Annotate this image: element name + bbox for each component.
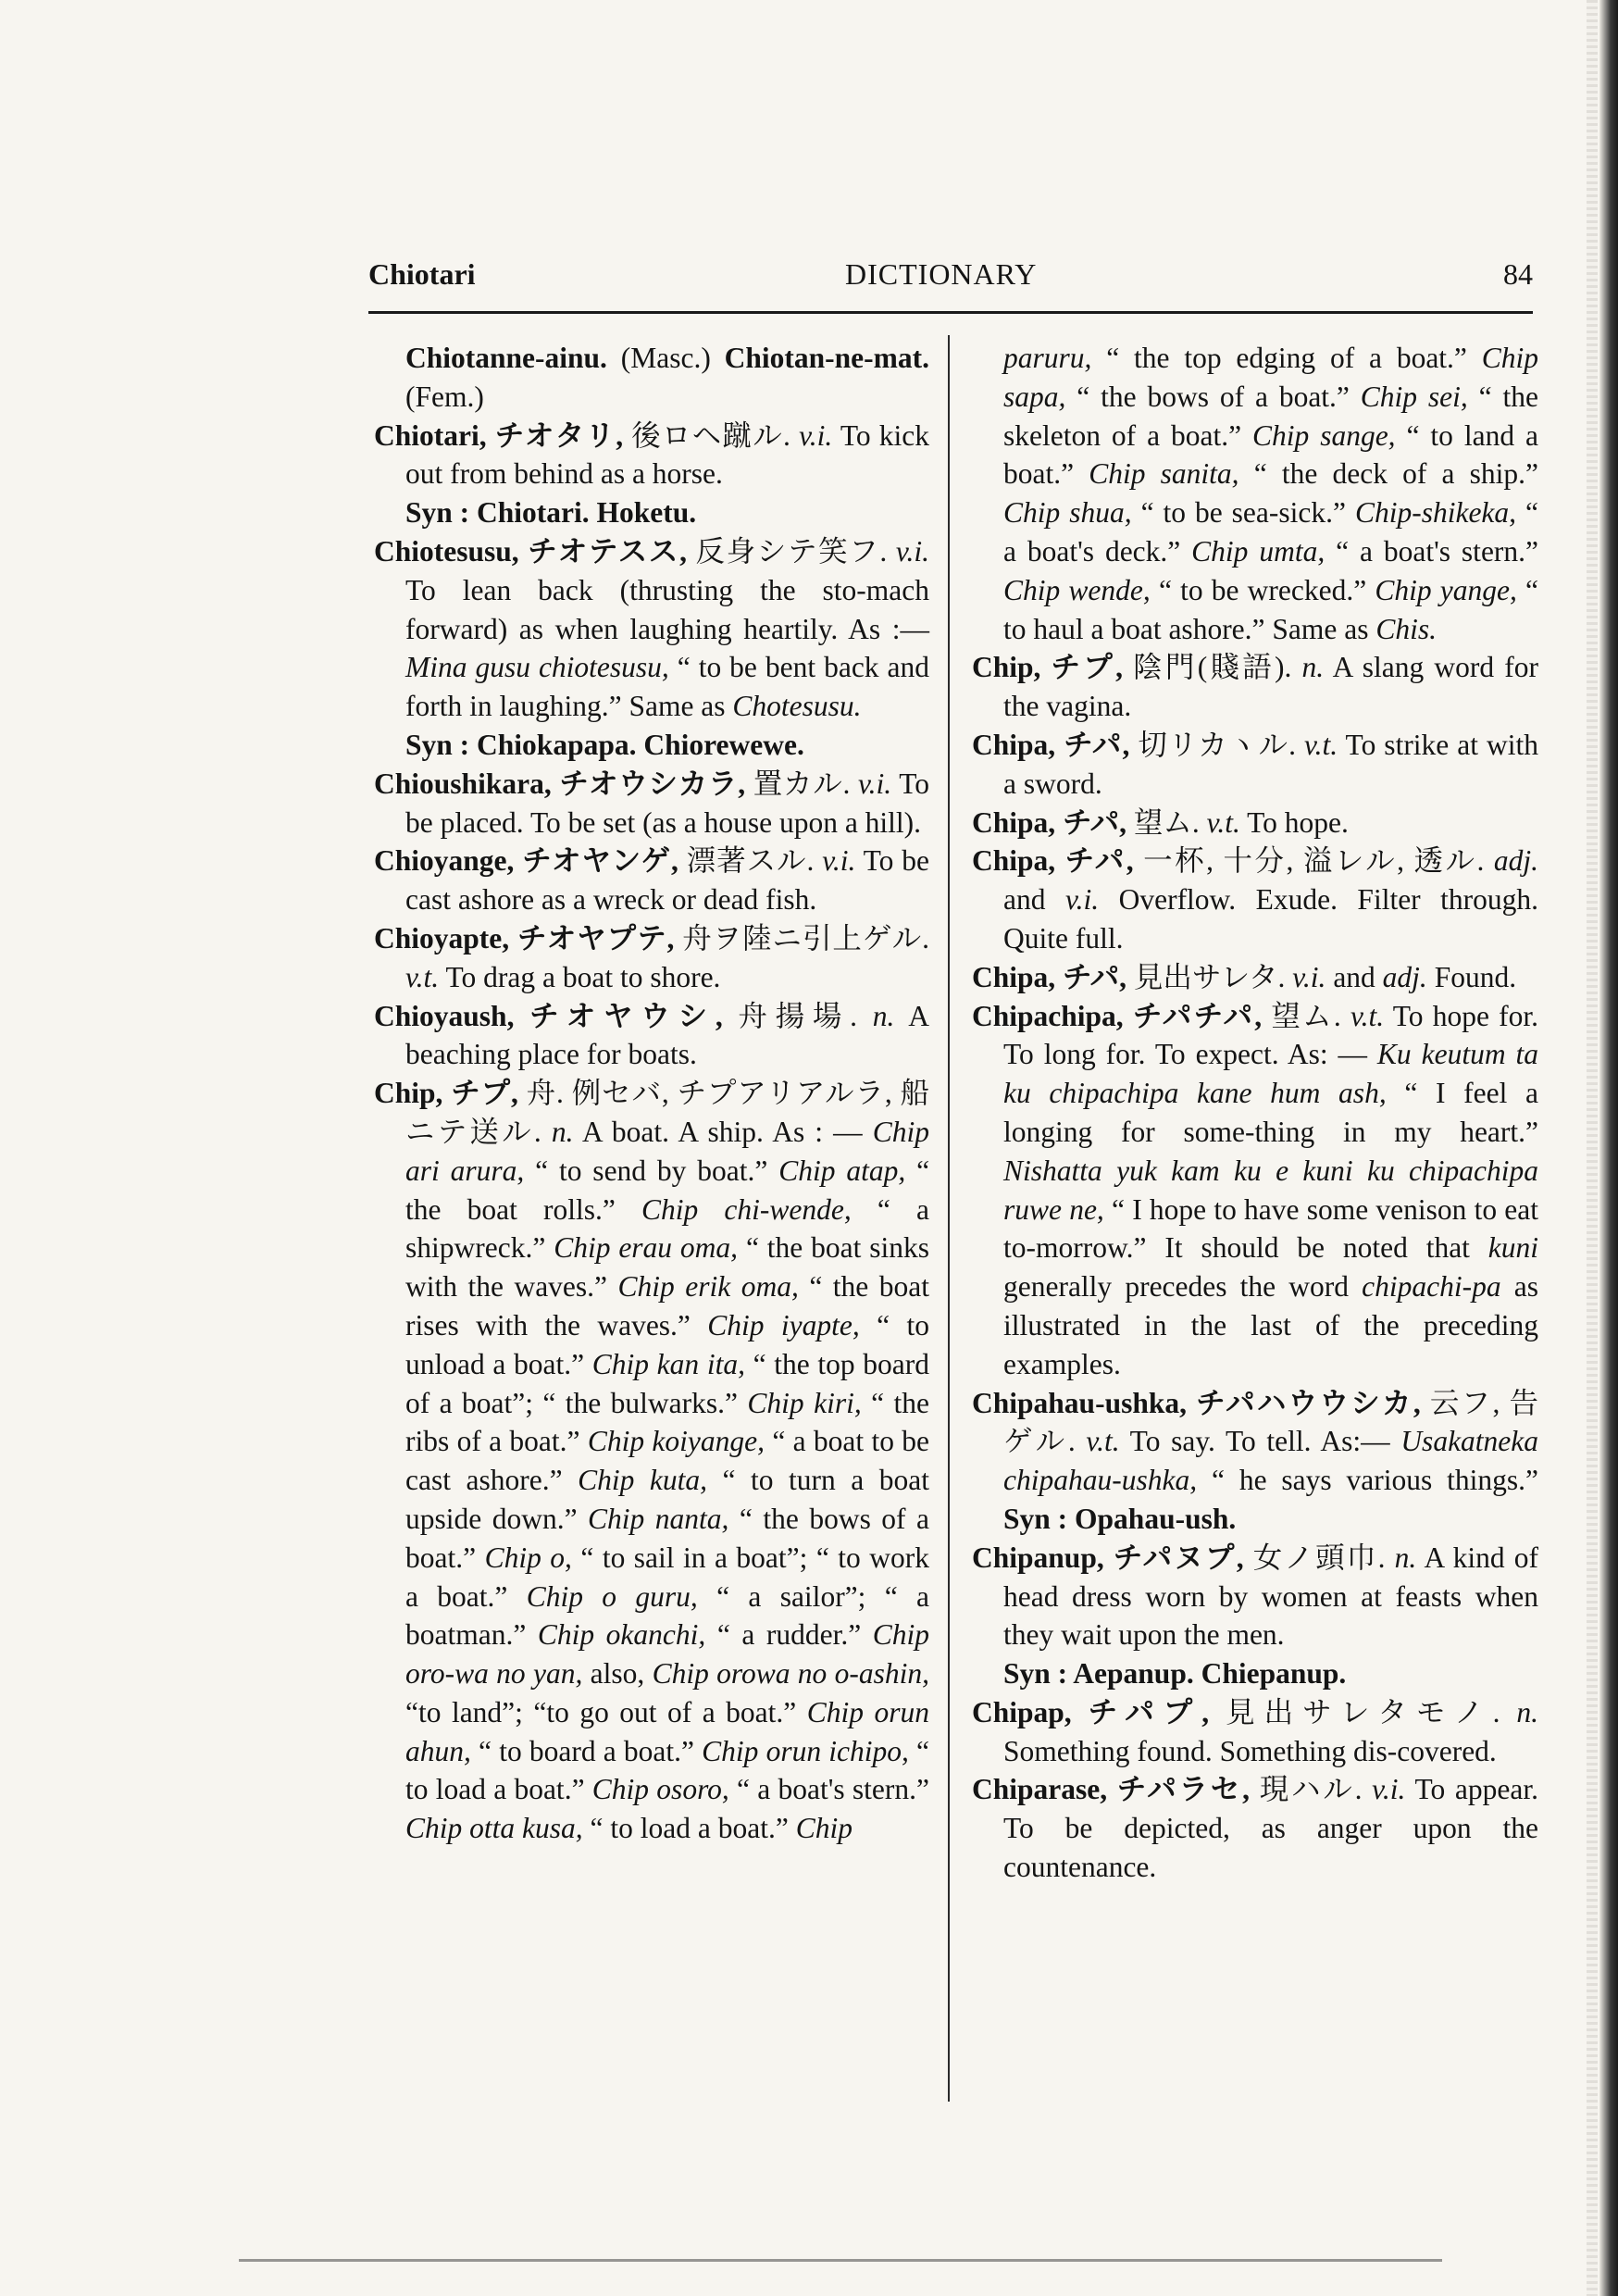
synonym-line xyxy=(972,1654,1538,1693)
headword: Chipa, チパ, xyxy=(972,728,1139,761)
entry-text: “ the ribs of a boat.” xyxy=(405,1386,929,1458)
dictionary-entry xyxy=(374,339,929,417)
entry-text: “ a boat's stern.” xyxy=(737,1773,929,1806)
italic-text: Chip erau oma, xyxy=(554,1231,739,1265)
entry-text: Syn : Chiokapapa. Chiorewewe. xyxy=(405,728,804,761)
entry-text: “ a sailor”; “ a boatman.” xyxy=(405,1579,930,1652)
italic-text: Chis. xyxy=(1375,612,1438,645)
italic-text: Chip kan ita, xyxy=(591,1347,745,1380)
italic-text: Chip otta kusa, xyxy=(405,1812,583,1845)
headword: Chiotanne-ainu. xyxy=(405,342,607,374)
italic-text: Chip wende, xyxy=(1003,573,1151,606)
dictionary-entry xyxy=(374,919,929,997)
dictionary-entry xyxy=(374,765,929,842)
entry-text: “ the bows of a boat.” xyxy=(405,1502,929,1574)
entry-text: “ to sail in a boat”; “ to work a boat.” xyxy=(405,1541,930,1613)
entry-text: “ to land a boat.” xyxy=(1003,418,1538,491)
entry-text: To drag a boat to shore. xyxy=(445,960,721,993)
italic-text: Nishatta yuk kam ku e kuni ku chipachipa ruwe ne, xyxy=(1003,1154,1538,1226)
italic-text: n. xyxy=(1301,651,1325,684)
entry-text: 後ロヘ蹴ル. xyxy=(631,418,800,452)
entry-text: “ the boat sinks with the waves.” xyxy=(405,1231,930,1304)
entry-text: To lean back (thrusting the sto-mach forward) as when laughing heartily. As :— xyxy=(405,573,929,645)
entry-text: Syn : Chiotari. Hoketu. xyxy=(405,496,697,530)
entry-text: “ to board a boat.” xyxy=(479,1734,703,1767)
entry-text: (Fem.) xyxy=(405,380,484,413)
headword: Chipa, チパ, xyxy=(972,844,1144,878)
italic-text: Chip xyxy=(795,1812,853,1845)
italic-text: Chip orowa no o-ashin, xyxy=(652,1657,929,1691)
italic-text: Mina gusu chiotesusu, xyxy=(405,651,669,684)
italic-text: Chip o guru, xyxy=(526,1579,698,1613)
headword: Chiotesusu, チオテスス, xyxy=(374,534,696,568)
page-edge xyxy=(1599,0,1618,2296)
entry-text: To kick out from behind as a horse. xyxy=(405,418,929,491)
entry-text: “ a boat's stern.” xyxy=(1336,534,1539,568)
entry-text: 舟ヲ陸ニ引上ゲル. xyxy=(682,921,929,955)
headword: Chipa, チパ, xyxy=(972,960,1134,993)
entry-text: “ the deck of a ship.” xyxy=(1253,457,1539,491)
entry-text: 反身シテ笑フ. xyxy=(695,534,896,568)
italic-text: Chip umta, xyxy=(1191,534,1326,568)
italic-text: chipachi-pa xyxy=(1362,1270,1501,1304)
entry-text: “ to unload a boat.” xyxy=(405,1308,930,1380)
italic-text: v.i. xyxy=(822,844,856,878)
entry-text: “ the boat rolls.” xyxy=(405,1154,930,1226)
italic-text: Chip sanita, xyxy=(1089,457,1239,491)
entry-text: 舟. 例セバ, チプアリアルラ, 船ニテ送ル. xyxy=(405,1077,930,1148)
entry-text: also, xyxy=(590,1657,653,1691)
bottom-rule xyxy=(239,2259,1442,2262)
italic-text: v.t. xyxy=(405,960,440,993)
italic-text: n. xyxy=(1394,1541,1417,1574)
running-head-title: DICTIONARY xyxy=(845,257,1038,291)
italic-text: Chip orun ichipo, xyxy=(702,1734,909,1767)
entry-text: Something found. Something dis-covered. xyxy=(1003,1734,1497,1767)
entry-text: To hope for. To long for. To expect. As: — xyxy=(1003,999,1538,1071)
headword: Chip, チプ, xyxy=(972,651,1134,684)
headword: Chioyapte, チオヤプテ, xyxy=(374,921,683,955)
entry-text: 陰門(賤語). xyxy=(1133,651,1302,684)
headword: Chioyaush, チオヤウシ, xyxy=(374,999,739,1032)
italic-text: v.i. xyxy=(799,418,833,452)
entry-text: “ to load a boat.” xyxy=(590,1812,796,1845)
entry-text: To hope. xyxy=(1247,805,1349,839)
entry-text: 望ム. xyxy=(1133,805,1207,839)
italic-text: paruru, xyxy=(1003,342,1092,374)
italic-text: Chotesusu. xyxy=(732,690,862,723)
running-head-entry: Chiotari xyxy=(368,257,476,291)
dictionary-entry xyxy=(972,1770,1538,1886)
entry-text: To appear. To be depicted, as anger upon the countenance. xyxy=(1003,1773,1538,1884)
entry-text: To say. To tell. As:— xyxy=(1129,1425,1390,1458)
dictionary-entry xyxy=(972,1693,1538,1771)
italic-text: Chip erik oma, xyxy=(617,1270,799,1304)
italic-text: Chip yange, xyxy=(1375,573,1517,606)
italic-text: Chip osoro, xyxy=(591,1773,729,1806)
dictionary-entry xyxy=(374,842,929,919)
page-header xyxy=(368,257,1533,296)
entry-text: “ to be bent back and forth in laughing.” Same as xyxy=(405,651,929,723)
dictionary-entry xyxy=(972,1539,1538,1654)
headword: Chioyange, チオヤンゲ, xyxy=(374,844,687,878)
italic-text: Chip sei, xyxy=(1360,380,1468,413)
italic-text: adj. xyxy=(1493,844,1538,878)
entry-text: A beaching place for boats. xyxy=(405,999,930,1071)
entry-text: “ the skeleton of a boat.” xyxy=(1003,380,1539,452)
headword: Chip, チプ, xyxy=(374,1077,527,1110)
dictionary-entry xyxy=(374,417,929,494)
entry-text: and xyxy=(1333,960,1383,993)
dictionary-entry xyxy=(972,726,1538,804)
entry-text: 女ノ頭巾. xyxy=(1252,1541,1395,1574)
entry-text: “ I hope to have some venison to eat to-morrow.” It should be noted that xyxy=(1003,1192,1538,1265)
entry-text: To be cast ashore as a wreck or dead fish. xyxy=(405,844,929,917)
dictionary-entry xyxy=(374,1074,929,1848)
italic-text: v.i. xyxy=(1064,883,1100,917)
headword: Chiparase, チパラセ, xyxy=(972,1773,1260,1806)
left-column xyxy=(374,339,929,1848)
italic-text: Chip sange, xyxy=(1252,418,1396,452)
italic-text: Chip nanta, xyxy=(588,1502,729,1535)
entry-text: “ he says various things.” xyxy=(1211,1464,1539,1497)
italic-text: Chip okanchi, xyxy=(537,1618,706,1652)
entry-text: “ to be sea-sick.” xyxy=(1140,496,1355,530)
italic-text: adj. xyxy=(1382,960,1427,993)
entry-text: “ a boat's deck.” xyxy=(1003,496,1538,568)
headword: Chiotari, チオタリ, xyxy=(374,418,632,452)
italic-text: Chip ari arura, xyxy=(405,1115,930,1187)
italic-text: Chip oro-wa no yan, xyxy=(405,1618,930,1691)
page-number: 84 xyxy=(1503,257,1533,291)
italic-text: v.i. xyxy=(1372,1773,1406,1806)
italic-text: n. xyxy=(872,999,895,1032)
italic-text: Chip kiri, xyxy=(747,1386,862,1419)
italic-text: Chip iyapte, xyxy=(707,1308,860,1341)
dictionary-entry xyxy=(972,842,1538,957)
entry-text: “ a boat to be cast ashore.” xyxy=(405,1425,930,1497)
headword: Chipanup, チパヌプ, xyxy=(972,1541,1253,1574)
synonym-line xyxy=(374,493,929,532)
entry-text: “ the top board of a boat”; “ the bulwarks.” xyxy=(405,1347,930,1419)
dictionary-entry xyxy=(972,339,1538,648)
dictionary-entry xyxy=(374,997,929,1075)
entry-text: 切リカヽル. xyxy=(1138,728,1304,761)
italic-text: Chip chi-wende, xyxy=(641,1192,852,1226)
headword: Chipap, チパプ, xyxy=(972,1695,1226,1728)
entry-text: “ to load a boat.” xyxy=(405,1734,930,1806)
entry-text: “ to be wrecked.” xyxy=(1158,573,1375,606)
dictionary-entry xyxy=(972,997,1538,1384)
italic-text: Chip shua, xyxy=(1003,496,1132,530)
italic-text: v.i. xyxy=(895,534,929,568)
synonym-line xyxy=(374,726,929,765)
headword: Chiotan-ne-mat. xyxy=(724,342,929,374)
italic-text: Chip sapa, xyxy=(1003,342,1539,413)
entry-text: A kind of head dress worn by women at feasts when they wait upon the men. xyxy=(1003,1541,1538,1652)
column-divider xyxy=(948,335,950,2102)
header-rule xyxy=(368,311,1533,314)
entry-text: “ a rudder.” xyxy=(716,1618,873,1652)
entry-text: Syn : Opahau-ush. xyxy=(1003,1502,1237,1535)
italic-text: Chip koiyange, xyxy=(587,1425,765,1458)
entry-text: “to land”; “to go out of a boat.” xyxy=(405,1695,807,1728)
italic-text: Chip-shikeka, xyxy=(1354,496,1517,530)
entry-text: A slang word for the vagina. xyxy=(1003,651,1538,723)
italic-text: Chip kuta, xyxy=(578,1464,707,1497)
dictionary-entry xyxy=(972,958,1538,997)
entry-text: 置カル. xyxy=(753,767,858,800)
headword: Chipachipa, チパチパ, xyxy=(972,999,1272,1032)
entry-text: Overflow. Exude. Filter through. Quite full. xyxy=(1003,883,1539,955)
entry-text: 望ム. xyxy=(1271,999,1350,1032)
entry-text: “ to send by boat.” xyxy=(535,1154,779,1187)
entry-text: Found. xyxy=(1434,960,1517,993)
entry-text: To strike at with a sword. xyxy=(1003,728,1538,800)
italic-text: v.t. xyxy=(1350,999,1385,1032)
italic-text: v.t. xyxy=(1303,728,1338,761)
entry-text: 見出サレタモノ. xyxy=(1226,1695,1517,1728)
right-column xyxy=(972,339,1538,1887)
entry-text: (Masc.) xyxy=(620,342,711,374)
entry-text: “ the boat rises with the waves.” xyxy=(405,1270,929,1341)
italic-text: Ku keutum ta ku chipachipa kane hum ash, xyxy=(1003,1038,1538,1110)
entry-text: “ the bows of a boat.” xyxy=(1077,380,1361,413)
entry-text: 見出サレタ. xyxy=(1133,960,1293,993)
entry-text: To be placed. To be set (as a house upon a hill). xyxy=(405,767,929,839)
dictionary-entry xyxy=(972,648,1538,726)
entry-text: Syn : Aepanup. Chiepanup. xyxy=(1003,1657,1347,1691)
entry-text: “ to turn a boat upside down.” xyxy=(405,1464,929,1535)
italic-text: v.i. xyxy=(1292,960,1326,993)
headword: Chipahau-ushka, チパハウウシカ, xyxy=(972,1386,1430,1419)
italic-text: Chip orun ahun, xyxy=(405,1695,929,1767)
entry-text: generally precedes the word xyxy=(1003,1270,1363,1304)
entry-text: and xyxy=(1003,883,1065,917)
entry-text: “ a shipwreck.” xyxy=(405,1192,930,1265)
italic-text: Chip atap, xyxy=(778,1154,906,1187)
entry-text: “ to haul a boat ashore.” Same as xyxy=(1003,573,1539,645)
entry-text: 舟揚場. xyxy=(738,999,873,1032)
italic-text: n. xyxy=(1516,1695,1538,1728)
italic-text: v.t. xyxy=(1086,1425,1120,1458)
italic-text: v.t. xyxy=(1206,805,1240,839)
headword: Chipa, チパ, xyxy=(972,805,1134,839)
entry-text: “ the top edging of a boat.” xyxy=(1106,342,1482,374)
headword: Chioushikara, チオウシカラ, xyxy=(374,767,753,800)
dictionary-entry xyxy=(972,804,1538,842)
italic-text: n. xyxy=(551,1115,574,1148)
entry-text: “ I feel a longing for some-thing in my heart.” xyxy=(1003,1077,1539,1148)
entry-text: A boat. A ship. As : — xyxy=(581,1115,863,1148)
page-edge-shadow xyxy=(1587,0,1598,2296)
italic-text: v.i. xyxy=(857,767,892,800)
entry-text: 云フ, 告ゲル. xyxy=(1003,1386,1538,1458)
entry-text: 漂著スル. xyxy=(686,844,823,878)
dictionary-entry xyxy=(374,532,929,726)
italic-text: Chip o, xyxy=(484,1541,572,1574)
italic-text: Usakatneka chipahau-ushka, xyxy=(1003,1425,1539,1497)
italic-text: kuni xyxy=(1487,1231,1538,1265)
entry-text: as illustrated in the last of the preceding examples. xyxy=(1003,1270,1538,1380)
entry-text: 現ハル. xyxy=(1259,1773,1373,1806)
entry-text: 一杯, 十分, 溢レル, 透ル. xyxy=(1143,844,1494,878)
dictionary-entry xyxy=(972,1384,1538,1539)
